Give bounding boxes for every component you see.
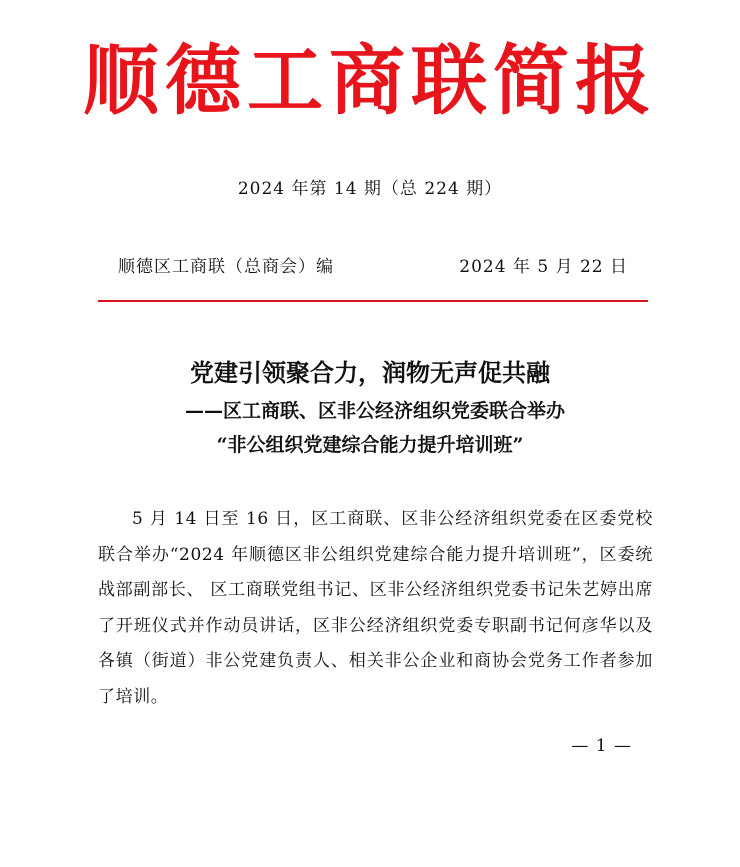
editor-line: 顺德区工商联（总商会）编 (118, 257, 334, 277)
article-subtitle: ——区工商联、区非公经济组织党委联合举办 (184, 400, 565, 422)
red-divider (98, 300, 648, 302)
issue-number: 2024 年第 14 期（总 224 期） (237, 179, 503, 199)
masthead-title: 顺德工商联简报 (83, 36, 657, 125)
article-body: 5 月 14 日至 16 日，区工商联、区非公经济组织党委在区委党校联合举办“2024 年顺德区非公组织党建综合能力提升培训班”，区委统战部副部长、 区工商联党组书记、区非公经济组织党委书记朱艺婷出席了开班仪式并作动员讲话，区非公经济组织党委专职副书记何彦华以及各镇（街道）非公党建负责人、相关非公企业和商协会党务工作者参加了培训。 (98, 509, 653, 707)
article-title: 党建引领聚合力，润物无声促共融 (190, 358, 550, 387)
publish-date: 2024 年 5 月 22 日 (459, 257, 628, 277)
article-subtitle-course: “非公组织党建综合能力提升培训班” (216, 434, 524, 456)
page-number: — 1 — (571, 736, 632, 756)
